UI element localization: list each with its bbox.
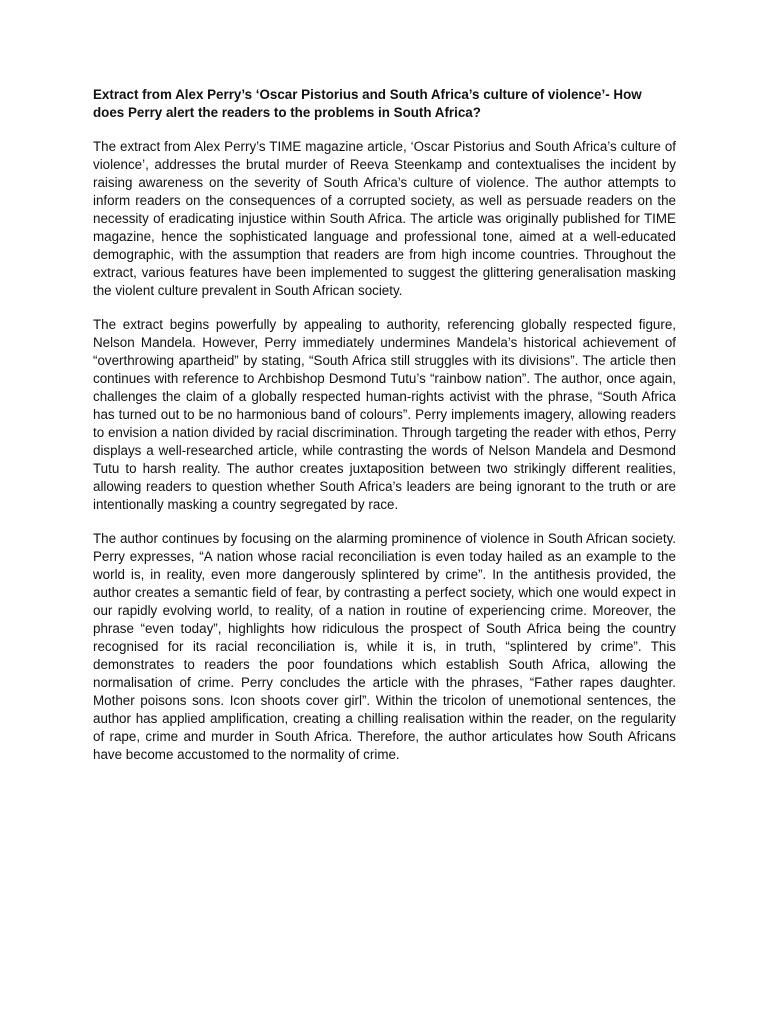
document-page bbox=[93, 86, 676, 780]
paragraph-introduction: The extract from Alex Perry’s TIME magazine article, ‘Oscar Pistorius and South Africa’s culture of violence’, addresses the brutal murder of Reeva Steenkamp and contextualises the incident by raising awareness on the severity of South Africa’s culture of violence. The author attempts to inform readers on the consequences of a corrupted society, as well as persuade readers on the necessity of eradicating injustice within South Africa. The article was originally published for TIME magazine, hence the sophisticated language and professional tone, aimed at a well-educated demographic, with the assumption that readers are from high income countries. Throughout the extract, various features have been implemented to suggest the glittering generalisation masking the violent culture prevalent in South African society. bbox=[93, 139, 676, 298]
paragraph-authority: The extract begins powerfully by appealing to authority, referencing globally respected figure, Nelson Mandela. However, Perry immediately undermines Mandela’s historical achievement of “overthrowing apartheid” by stating, “South Africa still struggles with its divisions”. The article then continues with reference to Archbishop Desmond Tutu’s “rainbow nation”. The author, once again, challenges the claim of a globally respected human-rights activist with the phrase, “South Africa has turned out to be no harmonious band of colours”. Perry implements imagery, allowing readers to envision a nation divided by racial discrimination. Through targeting the reader with ethos, Perry displays a well-researched article, while contrasting the words of Nelson Mandela and Desmond Tutu to harsh reality. The author creates juxtaposition between two strikingly different realities, allowing readers to question whether South Africa’s leaders are being ignorant to the truth or are intentionally masking a country segregated by race. bbox=[93, 317, 676, 512]
document-title: Extract from Alex Perry’s ‘Oscar Pistorius and South Africa’s culture of violence’- How does Perry alert the readers to the problems in South Africa? bbox=[93, 87, 642, 120]
paragraph-violence: The author continues by focusing on the alarming prominence of violence in South African society. Perry expresses, “A nation whose racial reconciliation is even today hailed as an example to the world is, in reality, even more dangerously splintered by crime”. In the antithesis provided, the author creates a semantic field of fear, by contrasting a perfect society, which one would expect in our rapidly evolving world, to reality, of a nation in routine of experiencing crime. Moreover, the phrase “even today”, highlights how ridiculous the prospect of South Africa being the country recognised for its racial reconciliation is, while it is, in truth, “splintered by crime”. This demonstrates to readers the poor foundations which establish South Africa, allowing the normalisation of crime. Perry concludes the article with the phrases, “Father rapes daughter. Mother poisons sons. Icon shoots cover girl”. Within the tricolon of unemotional sentences, the author has applied amplification, creating a chilling realisation within the reader, on the regularity of rape, crime and murder in South Africa. Therefore, the author articulates how South Africans have become accustomed to the normality of crime. bbox=[93, 531, 676, 762]
